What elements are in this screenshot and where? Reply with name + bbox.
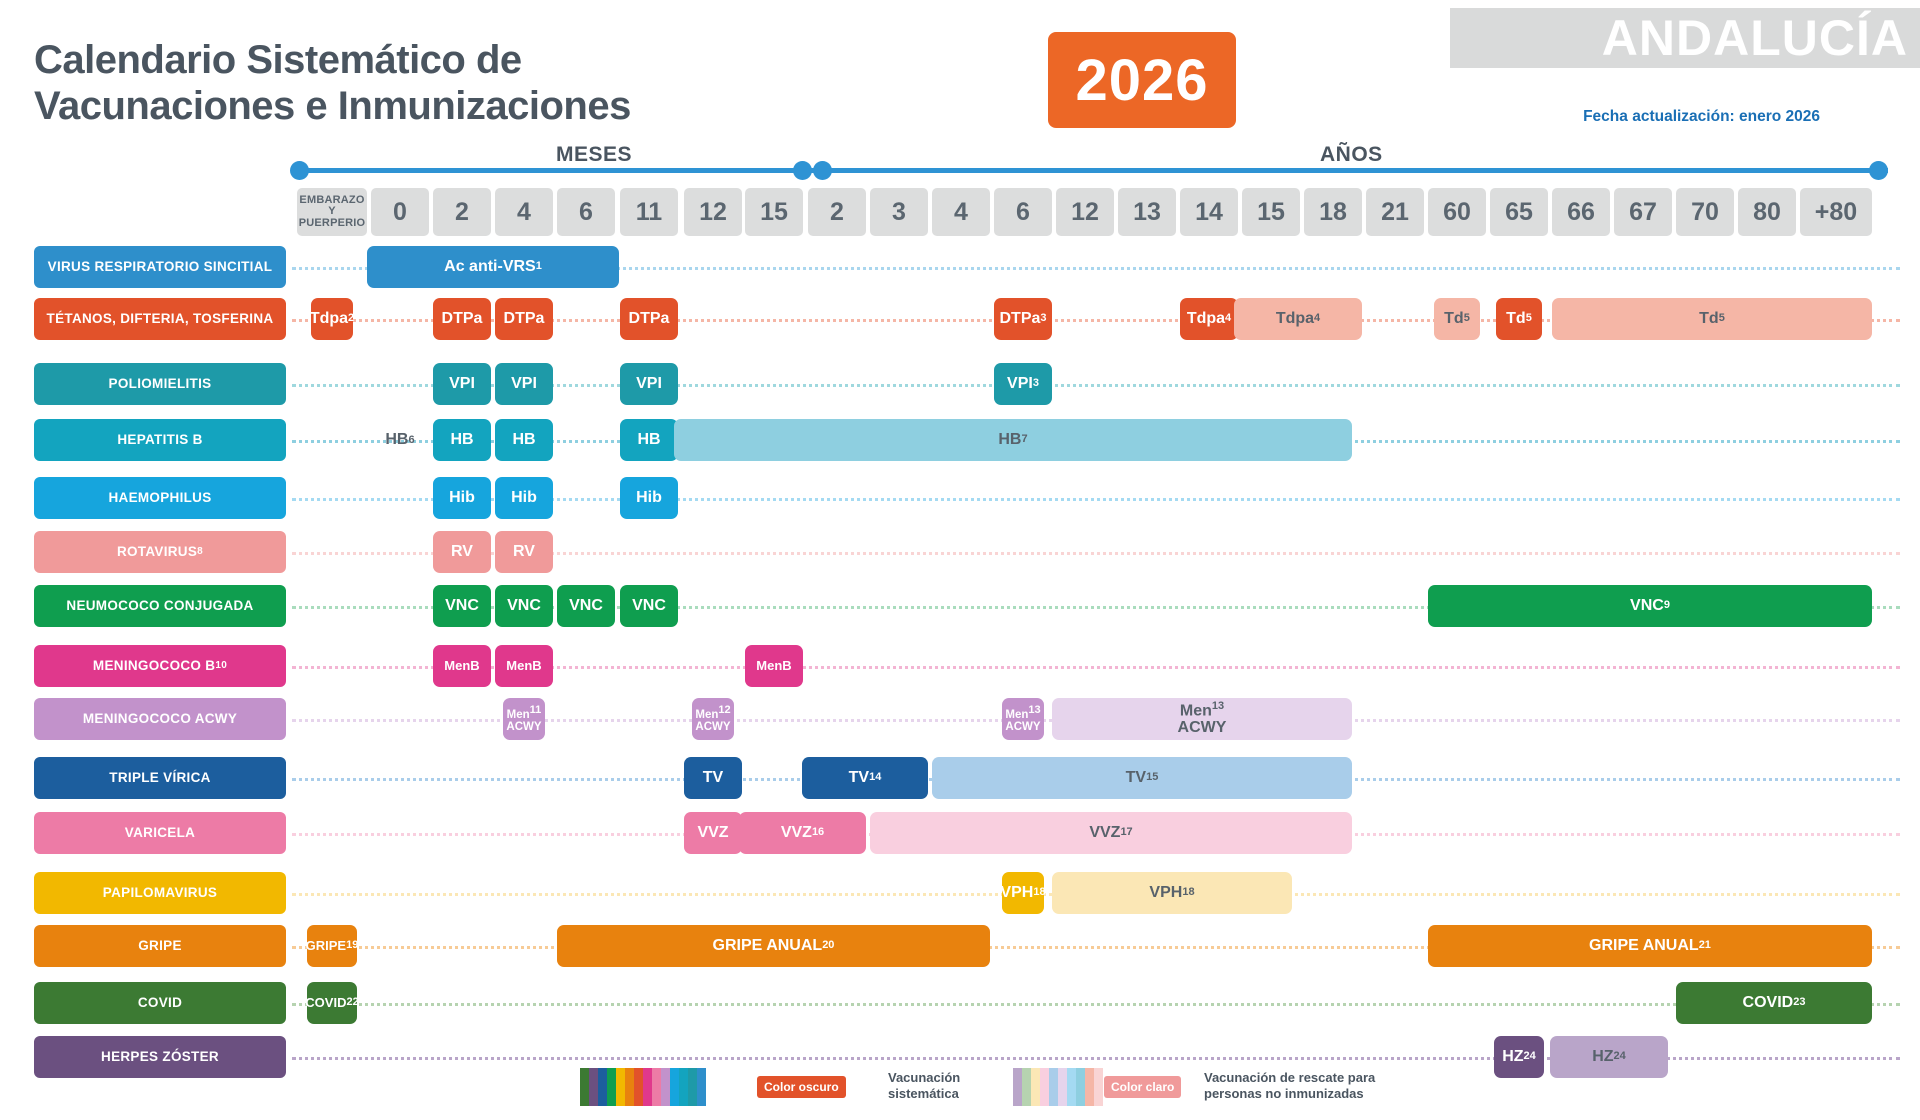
- column-header-21: 21: [1366, 188, 1424, 236]
- column-header-12: 12: [1056, 188, 1114, 236]
- cell-tdpa-5[interactable]: Tdpa 4: [1180, 298, 1238, 340]
- legend-light-swatch-7: [1076, 1068, 1085, 1106]
- row-label-hepatitis-b: [34, 419, 286, 461]
- legend-dark-text-line1: Vacunación: [888, 1070, 961, 1085]
- cell-vnc-4[interactable]: VNC 9: [1428, 585, 1872, 627]
- row-label-text: GRIPE: [138, 938, 182, 954]
- row-label-text: HERPES ZÓSTER: [101, 1049, 219, 1065]
- cell-tdpa-7[interactable]: Td 5: [1434, 298, 1480, 340]
- cell-menacwy-2[interactable]: Men13 ACWY: [1002, 698, 1044, 740]
- column-header-70: 70: [1676, 188, 1734, 236]
- row-label-varicela: [34, 812, 286, 854]
- cell-polio-0[interactable]: VPI: [433, 363, 491, 405]
- cell-menb-0[interactable]: MenB: [433, 645, 491, 687]
- legend-dark-swatch-9: [661, 1068, 670, 1106]
- row-label-text: VIRUS RESPIRATORIO SINCITIAL: [47, 259, 273, 275]
- row-label-covid: [34, 982, 286, 1024]
- column-header-2: 2: [433, 188, 491, 236]
- cell-polio-1[interactable]: VPI: [495, 363, 553, 405]
- cell-menacwy-3[interactable]: Men$^{13}$ ACWY: [1052, 698, 1352, 740]
- cell-tv-1[interactable]: TV 14: [802, 757, 928, 799]
- column-header-6: 6: [994, 188, 1052, 236]
- cell-vnc-3[interactable]: VNC: [620, 585, 678, 627]
- legend-dark-tag: Color oscuro: [757, 1076, 846, 1098]
- cell-menb-1[interactable]: MenB: [495, 645, 553, 687]
- legend-light-text-line2: personas no inmunizadas: [1204, 1085, 1364, 1101]
- legend-dark-swatch-4: [616, 1068, 625, 1106]
- legend-dark-swatch-6: [634, 1068, 643, 1106]
- legend-light-swatch-2: [1031, 1068, 1040, 1106]
- column-header-60: 60: [1428, 188, 1486, 236]
- cell-hepb-2[interactable]: HB: [495, 419, 553, 461]
- column-header-3: 3: [870, 188, 928, 236]
- legend-dark-swatch-8: [652, 1068, 661, 1106]
- cell-vnc-0[interactable]: VNC: [433, 585, 491, 627]
- year-badge-label: 2026: [1075, 47, 1209, 113]
- column-header-18: 18: [1304, 188, 1362, 236]
- row-label-text: VARICELA: [124, 825, 196, 841]
- column-header-11: 11: [620, 188, 678, 236]
- legend-light-swatch-0: [1013, 1068, 1022, 1106]
- row-dotline-covid: [292, 1003, 1900, 1006]
- column-header-65: 65: [1490, 188, 1548, 236]
- legend-dark-swatch-1: [589, 1068, 598, 1106]
- column-header-14: 14: [1180, 188, 1238, 236]
- legend-dark-swatch-5: [625, 1068, 634, 1106]
- cell-hepb-4[interactable]: HB 7: [674, 419, 1352, 461]
- cell-gripe-0[interactable]: GRIPE 19: [307, 925, 357, 967]
- cell-hepb-3[interactable]: HB: [620, 419, 678, 461]
- row-label-papilomavirus: [34, 872, 286, 914]
- cell-tdpa-9[interactable]: Td 5: [1552, 298, 1872, 340]
- row-label-meningococo-acwy: [34, 698, 286, 740]
- cell-hib-0[interactable]: Hib: [433, 477, 491, 519]
- cell-rota-1[interactable]: RV: [495, 531, 553, 573]
- column-header-0: 0: [371, 188, 429, 236]
- legend-dark-swatch-7: [643, 1068, 652, 1106]
- legend-dark-swatch-10: [670, 1068, 679, 1106]
- cell-polio-2[interactable]: VPI: [620, 363, 678, 405]
- row-label-rotavirus: ROTAVIRUS 8: [34, 531, 286, 573]
- legend-light-swatch-9: [1094, 1068, 1103, 1106]
- legend-light-swatches: [1013, 1068, 1103, 1106]
- region-badge-label: ANDALUCÍA: [1601, 10, 1908, 66]
- legend-dark-swatch-2: [598, 1068, 607, 1106]
- column-header-80: 80: [1738, 188, 1796, 236]
- cell-tdpa-1[interactable]: DTPa: [433, 298, 491, 340]
- legend-dark-swatch-3: [607, 1068, 616, 1106]
- row-label-neumococo-conjugada: [34, 585, 286, 627]
- cell-tdpa-2[interactable]: DTPa: [495, 298, 553, 340]
- row-label-meningococo-b: MENINGOCOCO B 10: [34, 645, 286, 687]
- page-title-line1: Calendario Sistemático de: [34, 38, 522, 82]
- cell-covid-1[interactable]: COVID 23: [1676, 982, 1872, 1024]
- cell-vnc-2[interactable]: VNC: [557, 585, 615, 627]
- legend-light-swatch-4: [1049, 1068, 1058, 1106]
- legend-light-swatch-1: [1022, 1068, 1031, 1106]
- row-label-text: HEPATITIS B: [117, 432, 203, 448]
- column-header-15: 15: [1242, 188, 1300, 236]
- cell-tdpa-4[interactable]: DTPa 3: [994, 298, 1052, 340]
- row-label-text: MENINGOCOCO ACWY: [82, 711, 238, 727]
- cell-tv-2[interactable]: TV 15: [932, 757, 1352, 799]
- column-header-15: 15: [745, 188, 803, 236]
- row-label-herpes-zoster: [34, 1036, 286, 1078]
- column-header-12: 12: [684, 188, 742, 236]
- row-label-text: NEUMOCOCO CONJUGADA: [66, 598, 254, 614]
- column-header-4: 4: [932, 188, 990, 236]
- legend-light-swatch-8: [1085, 1068, 1094, 1106]
- cell-hib-1[interactable]: Hib: [495, 477, 553, 519]
- row-label-text: MENINGOCOCO B: [92, 658, 216, 674]
- cell-vvz-2[interactable]: VVZ 17: [870, 812, 1352, 854]
- update-date: Fecha actualización: enero 2026: [1583, 108, 1820, 125]
- cell-tv-0[interactable]: TV: [684, 757, 742, 799]
- cell-gripe-2[interactable]: GRIPE ANUAL 21: [1428, 925, 1872, 967]
- row-label-triple-virica: [34, 757, 286, 799]
- legend-light-swatch-5: [1058, 1068, 1067, 1106]
- legend-dark-swatch-11: [679, 1068, 688, 1106]
- row-label-text: HAEMOPHILUS: [108, 490, 212, 506]
- cell-hz-1[interactable]: HZ 24: [1550, 1036, 1668, 1078]
- legend-light-swatch-6: [1067, 1068, 1076, 1106]
- cell-vrs-0[interactable]: Ac anti-VRS 1: [367, 246, 619, 288]
- row-label-tetanos-difteria-tosferina: [34, 298, 286, 340]
- cell-vvz-1[interactable]: VVZ 16: [739, 812, 866, 854]
- legend-dark-swatch-12: [688, 1068, 697, 1106]
- row-label-haemophilus: [34, 477, 286, 519]
- cell-tdpa-3[interactable]: DTPa: [620, 298, 678, 340]
- legend-light-text-line1: Vacunación de rescate para: [1204, 1070, 1376, 1085]
- column-header-67: 67: [1614, 188, 1672, 236]
- cell-tdpa-6[interactable]: Tdpa 4: [1234, 298, 1362, 340]
- legend-light-text: [1204, 1070, 1375, 1101]
- column-header-66: 66: [1552, 188, 1610, 236]
- cell-hz-0[interactable]: HZ 24: [1494, 1036, 1544, 1078]
- legend-dark-text: [888, 1070, 960, 1101]
- cell-gripe-1[interactable]: GRIPE ANUAL 20: [557, 925, 990, 967]
- legend-light-swatch-3: [1040, 1068, 1049, 1106]
- column-header-4: 4: [495, 188, 553, 236]
- legend-dark-swatch-13: [697, 1068, 706, 1106]
- cell-menacwy-1[interactable]: Men12 ACWY: [692, 698, 734, 740]
- row-label-virus-respiratorio-sincitial: [34, 246, 286, 288]
- cell-vph-1[interactable]: VPH 18: [1052, 872, 1292, 914]
- cell-tdpa-8[interactable]: Td 5: [1496, 298, 1542, 340]
- cell-hepb-0: HB 6: [385, 431, 415, 448]
- axis-label-months: MESES: [556, 143, 633, 166]
- page-title-line2: Vacunaciones e Inmunizaciones: [34, 83, 631, 128]
- cell-hib-2[interactable]: Hib: [620, 477, 678, 519]
- axis-label-years: AÑOS: [1320, 143, 1383, 166]
- row-label-text: TÉTANOS, DIFTERIA, TOSFERINA: [46, 311, 274, 327]
- column-header-80: +80: [1800, 188, 1872, 236]
- cell-vph-0[interactable]: VPH 18: [1002, 872, 1044, 914]
- cell-menb-2[interactable]: MenB: [745, 645, 803, 687]
- legend-dark-swatches: [580, 1068, 706, 1106]
- legend-dark-text-line2: sistemática: [888, 1085, 959, 1101]
- column-header-6: 6: [557, 188, 615, 236]
- column-header-embarazo-puerperio: EMBARAZO Y PUERPERIO: [297, 188, 367, 236]
- cell-tdpa-0[interactable]: Tdpa 2: [311, 298, 353, 340]
- row-label-text: COVID: [137, 995, 183, 1011]
- cell-covid-0[interactable]: COVID 22: [307, 982, 357, 1024]
- column-header-2: 2: [808, 188, 866, 236]
- column-header-13: 13: [1118, 188, 1176, 236]
- cell-rota-0[interactable]: RV: [433, 531, 491, 573]
- cell-hepb-1[interactable]: HB: [433, 419, 491, 461]
- legend-dark-swatch-0: [580, 1068, 589, 1106]
- row-label-text: TRIPLE VÍRICA: [109, 770, 211, 786]
- row-label-poliomielitis: [34, 363, 286, 405]
- row-label-text: PAPILOMAVIRUS: [102, 885, 218, 901]
- cell-vvz-0[interactable]: VVZ: [684, 812, 742, 854]
- cell-vnc-1[interactable]: VNC: [495, 585, 553, 627]
- cell-polio-3[interactable]: VPI 3: [994, 363, 1052, 405]
- legend-light-tag: Color claro: [1104, 1076, 1181, 1098]
- row-label-gripe: [34, 925, 286, 967]
- row-label-text: ROTAVIRUS: [116, 544, 198, 560]
- row-label-text: POLIOMIELITIS: [108, 376, 212, 392]
- cell-menacwy-0[interactable]: Men11 ACWY: [503, 698, 545, 740]
